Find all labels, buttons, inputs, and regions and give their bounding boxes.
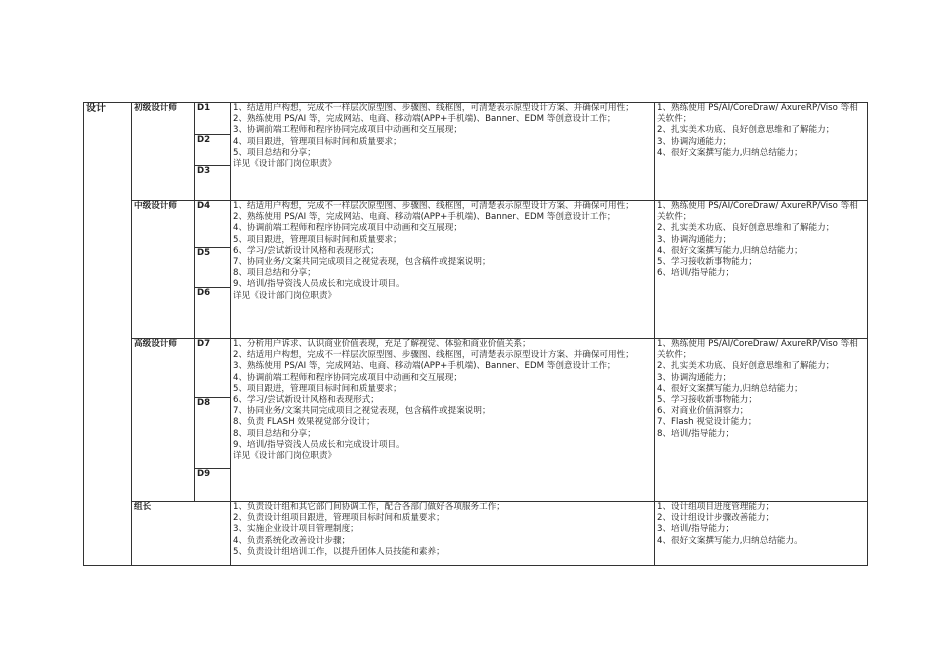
- grade-code: D3: [195, 166, 231, 201]
- requirement-line: 4、很好文案撰写能力,归纳总结能力。: [657, 535, 803, 546]
- duties-cell-senior: [231, 339, 655, 502]
- requirements-cell-junior: [655, 103, 868, 201]
- grade-code: D1: [195, 103, 231, 135]
- requirement-line: 3、协调沟通能力；: [657, 372, 732, 383]
- requirement-line: 7、Flash 视觉设计能力；: [657, 417, 757, 428]
- requirement-line: 6、对商业价值洞察力；: [657, 406, 749, 417]
- requirement-line: 1、熟练使用 PS/AI/CoreDraw/ AxureRP/Viso 等相关软件；: [657, 103, 858, 125]
- requirement-line: 3、协调沟通能力；: [657, 234, 732, 245]
- duty-line: 7、协同业务/文案共同完成项目之视觉表现，包含稿件或提案说明；: [233, 257, 491, 268]
- duty-line: 详见《设计部门岗位职责》: [233, 290, 337, 301]
- duty-line: 1、分析用户诉求、认识商业价值表现，充足了解视觉、体验和商业价值关系；: [233, 339, 531, 349]
- requirement-line: 1、熟练使用 PS/AI/CoreDraw/ AxureRP/Viso 等相关软件；: [657, 339, 858, 361]
- duty-line: 1、结适用户构想，完成不一样层次原型图、步骤图、线框图，可清楚表示原型设计方案、并确保可用性；: [233, 201, 634, 211]
- level-cell-intermediate: 中级设计师: [132, 201, 195, 339]
- duty-line: 详见《设计部门岗位职责》: [233, 159, 337, 170]
- requirement-line: 1、熟练使用 PS/AI/CoreDraw/ AxureRP/Viso 等相关软件；: [657, 201, 858, 223]
- requirement-line: 5、学习接收新事物能力；: [657, 395, 757, 406]
- requirement-line: 3、协调沟通能力；: [657, 136, 732, 147]
- requirement-line: 4、很好文案撰写能力,归纳总结能力；: [657, 383, 803, 394]
- duty-line: 2、熟练使用 PS/AI 等，完成网站、电商、移动端(APP+手机端)、Banner、EDM 等创意设计工作；: [233, 212, 616, 223]
- requirement-line: 3、培训/指导能力；: [657, 524, 735, 535]
- requirement-line: 2、扎实美术功底、良好创意思维和了解能力；: [657, 361, 835, 372]
- requirement-line: 4、很好文案撰写能力,归纳总结能力；: [657, 147, 803, 158]
- level-cell-team-lead: 组长: [132, 502, 231, 566]
- duty-line: 8、项目总结和分享；: [233, 428, 316, 439]
- duty-line: 4、负责系统化改善设计步骤；: [233, 535, 351, 546]
- duty-line: 9、培训/指导资浅人员成长和完成设计项目。: [233, 439, 405, 450]
- grade-code: D4: [195, 201, 231, 248]
- duty-line: 6、学习/尝试新设计风格和表现形式；: [233, 395, 379, 406]
- grade-code: D5: [195, 248, 231, 288]
- duty-line: 8、负责 FLASH 效果视觉部分设计；: [233, 417, 375, 428]
- requirement-line: 8、培训/指导能力；: [657, 428, 735, 439]
- department-cell: 设计: [84, 103, 132, 566]
- requirements-cell-intermediate: [655, 201, 868, 339]
- duty-line: 5、负责设计组培训工作，以提升团体人员技能和素养；: [233, 546, 445, 557]
- duty-line: 详见《设计部门岗位职责》: [233, 451, 337, 462]
- level-cell-senior: 高级设计师: [132, 339, 195, 502]
- duty-line: 4、项目跟进，管理项目标时间和质量要求；: [233, 136, 402, 147]
- grade-code: D9: [195, 469, 231, 502]
- requirement-line: 5、学习接收新事物能力；: [657, 257, 757, 268]
- duty-line: 4、协调前端工程师和程序协同完成项目中动画和交互展现；: [233, 223, 462, 234]
- duties-cell-intermediate: [231, 201, 655, 339]
- grade-code: D2: [195, 135, 231, 166]
- duty-line: 6、学习/尝试新设计风格和表现形式；: [233, 245, 379, 256]
- duty-line: 3、协调前端工程师和程序协同完成项目中动画和交互展现；: [233, 125, 462, 136]
- duty-line: 2、负责设计组项目跟进，管理项目标时间和质量要求；: [233, 513, 445, 524]
- requirement-line: 2、设计组设计步骤改善能力；: [657, 513, 775, 524]
- duties-cell-team-lead: [231, 502, 655, 566]
- requirement-line: 2、扎实美术功底、良好创意思维和了解能力；: [657, 223, 835, 234]
- duty-line: 2、结适用户构想，完成不一样层次原型图、步骤图、线框图，可清楚表示原型设计方案、并确保可用性；: [233, 350, 634, 361]
- requirement-line: 6、培训/指导能力；: [657, 268, 735, 279]
- duty-line: 1、负责设计组和其它部门间协调工作，配合各部门做好各项服务工作；: [233, 502, 505, 512]
- level-cell-junior: 初级设计师: [132, 103, 195, 201]
- duty-line: 3、实施企业设计项目管理制度；: [233, 524, 359, 535]
- duty-line: 1、结适用户构想，完成不一样层次原型图、步骤图、线框图，可清楚表示原型设计方案、并确保可用性；: [233, 103, 634, 113]
- requirements-cell-senior: [655, 339, 868, 502]
- duty-line: 4、协调前端工程师和程序协同完成项目中动画和交互展现；: [233, 372, 462, 383]
- grade-code: D6: [195, 288, 231, 339]
- duties-cell-junior: [231, 103, 655, 201]
- duty-line: 8、项目总结和分享；: [233, 268, 316, 279]
- requirement-line: 1、设计组项目进度管理能力；: [657, 502, 775, 512]
- grade-code: D7: [195, 339, 231, 398]
- duty-line: 2、熟练使用 PS/AI 等，完成网站、电商、移动端(APP+手机端)、Banner、EDM 等创意设计工作；: [233, 114, 616, 125]
- duty-line: 5、项目总结和分享；: [233, 147, 316, 158]
- duty-line: 7、协同业务/文案共同完成项目之视觉表现，包含稿件或提案说明；: [233, 406, 491, 417]
- duty-line: 5、项目跟进，管理项目标时间和质量要求；: [233, 234, 402, 245]
- job-description-table: [83, 102, 868, 566]
- grade-code: D8: [195, 398, 231, 469]
- duty-line: 5、项目跟进，管理项目标时间和质量要求；: [233, 383, 402, 394]
- duty-line: 3、熟练使用 PS/AI 等，完成网站、电商、移动端(APP+手机端)、Banner、EDM 等创意设计工作；: [233, 361, 616, 372]
- duty-line: 9、培训/指导资浅人员成长和完成设计项目。: [233, 279, 405, 290]
- requirements-cell-team-lead: [655, 502, 868, 566]
- requirement-line: 4、很好文案撰写能力,归纳总结能力；: [657, 245, 803, 256]
- requirement-line: 2、扎实美术功底、良好创意思维和了解能力；: [657, 125, 835, 136]
